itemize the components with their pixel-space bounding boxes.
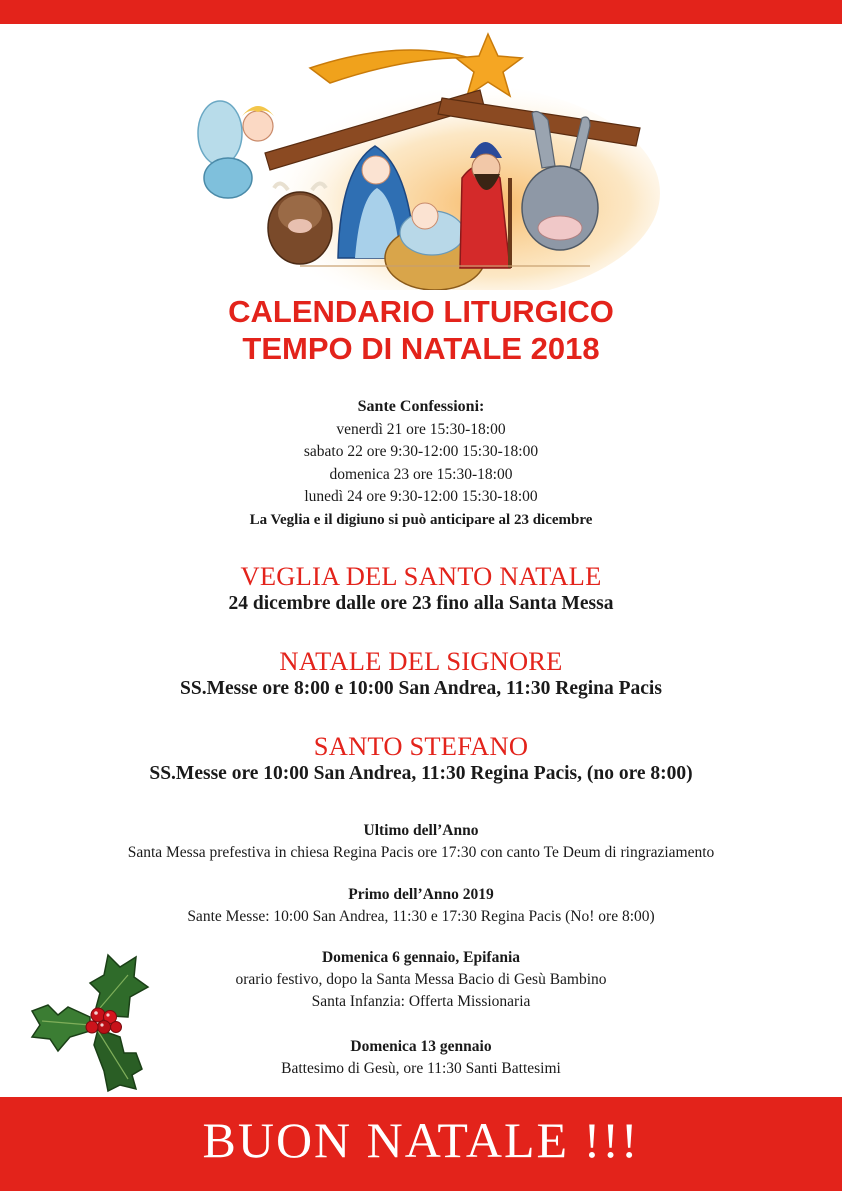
nativity-scene-icon [170,28,670,290]
section-title: NATALE DEL SIGNORE [279,646,563,676]
confessions-heading: Sante Confessioni: [357,398,485,415]
confessions-block [0,396,842,532]
section-subtitle: SS.Messe ore 10:00 San Andrea, 11:30 Regina Pacis, (no ore 8:00) [149,763,693,784]
event-line: Sante Messe: 10:00 San Andrea, 11:30 e 17:30 Regina Pacis (No! ore 8:00) [187,908,655,925]
section-subtitle: 24 dicembre dalle ore 23 fino alla Santa Messa [228,593,614,614]
confessions-line: domenica 23 ore 15:30-18:00 [329,465,513,483]
title-line-2: TEMPO DI NATALE 2018 [242,331,600,366]
section-st-stephen [0,731,842,786]
section-christmas [0,646,842,701]
section-title: SANTO STEFANO [313,731,529,761]
event-new-years-day [0,884,842,928]
confessions-line: lunedì 24 ore 9:30-12:00 15:30-18:00 [304,488,538,506]
confessions-line: venerdì 21 ore 15:30-18:00 [336,420,506,438]
event-line: Santa Messa prefestiva in chiesa Regina Pacis ore 17:30 con canto Te Deum di ringraziamento [127,844,715,861]
event-heading: Ultimo dell’Anno [363,822,479,839]
greeting-text: BUON NATALE !!! [202,1112,640,1168]
event-new-years-eve [0,820,842,864]
section-vigil [0,561,842,616]
holly-icon [28,945,160,1095]
event-heading: Primo dell’Anno 2019 [348,886,494,903]
section-title: VEGLIA DEL SANTO NATALE [240,561,602,591]
event-line: Santa Infanzia: Offerta Missionaria [311,993,531,1010]
confessions-line: sabato 22 ore 9:30-12:00 15:30-18:00 [303,443,539,461]
event-heading: Domenica 6 gennaio, Epifania [321,949,521,966]
event-line: Battesimo di Gesù, ore 11:30 Santi Battesimi [281,1060,561,1077]
top-red-bar [0,0,842,24]
section-subtitle: SS.Messe ore 8:00 e 10:00 San Andrea, 11:30 Regina Pacis [180,678,662,699]
event-line: orario festivo, dopo la Santa Messa Bacio di Gesù Bambino [235,971,607,988]
event-heading: Domenica 13 gennaio [350,1038,492,1055]
title-line-1: CALENDARIO LITURGICO [228,294,614,329]
confessions-note: La Veglia e il digiuno si può anticipare al 23 dicembre [249,511,593,528]
